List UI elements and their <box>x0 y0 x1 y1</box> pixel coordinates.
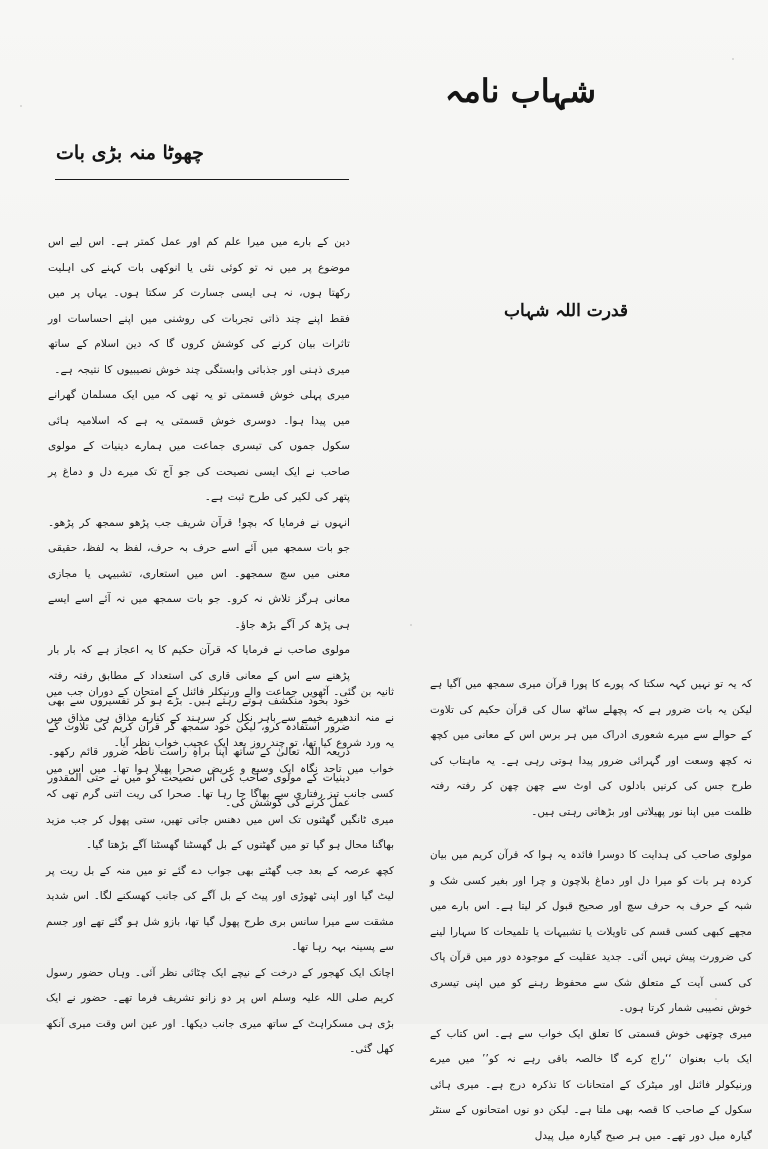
paragraph: اچانک ایک کھجور کے درخت کے نیچے ایک چٹائی نظر آئی۔ وہاں حضور رسول کریم صلی اللہ علیہ وسلم اس پر دو زانو تشریف فرما تھے۔ حضور نے ایک بڑی ہی مسکراہٹ کے ساتھ میری جانب دیکھا۔ اور عین اس وقت میری آنکھ کھل گئی۔ <box>46 961 394 1063</box>
paragraph: انہوں نے فرمایا کہ بچو! قرآن شریف جب پڑھو سمجھ کر پڑھو۔ جو بات سمجھ میں آئے اسے حرف بہ حرف، لفظ بہ لفظ، حقیقی معنی میں سچ سمجھو۔ اس میں استعاری، تشبیہی یا مجازی معانی ہرگز تلاش نہ کرو۔ جو بات سمجھ میں نہ آئے اسے ایسے ہی پڑھ کر آگے بڑھ جاؤ۔ <box>48 511 350 639</box>
paragraph: مولوی صاحب کی ہدایت کا دوسرا فائدہ یہ ہوا کہ قرآن کریم میں بیان کردہ ہر بات کو میرا دل اور دماغ بلاچون و چرا اور بغیر کسی شک و شبہ کے حرف بہ حرف سچ اور صحیح قبول کر لیتا ہے۔ اس بارے میں مجھے کبھی کسی قسم کی تاویلات یا تشبیہات یا تلمیحات کا سہارا لینے کی ضرورت پیش نہیں آئی۔ جدید عقلیت کے موجودہ دور میں قرآن پاک کی کسی آیت کے متعلق شک سے محفوظ رہنے کو میں اپنی تیسری خوش نصیبی شمار کرتا ہوں۔ <box>430 843 752 1022</box>
scan-speck <box>410 624 412 626</box>
paragraph-gap <box>430 825 752 843</box>
author-name: قدرت اللہ شہاب <box>530 300 628 321</box>
paragraph: مولوی صاحب نے فرمایا کہ قرآن حکیم کا یہ اعجاز ہے کہ بار بار پڑھنے سے اس کے معانی قاری کی استعداد کے مطابق رفتہ رفتہ خود بخود منکشف ہوتے رہتے ہیں۔ بڑے ہو کر تفسیروں سے بھی ضرور استفادہ کرو، لیکن خود سمجھ کر قرآن کریم کی تلاوت کے ذریعہ اللہ تعالیٰ کے ساتھ اپنا براہِ راست ناطہ ضرور قائم رکھو۔ دینیات کے مولوی صاحب کی اس نصیحت کو میں نے حتی المقدور عمل کرنے کی کوشش کی۔ <box>48 638 350 817</box>
chapter-title: چھوٹا منہ بڑی بات <box>56 142 224 164</box>
bottom-right-text-block <box>430 672 752 1024</box>
paragraph: میری چوتھی خوش قسمتی کا تعلق ایک خواب سے ہے۔ اس کتاب کے ایک باب بعنوان ‘‘راج کرے گا خالصہ باقی رہے نہ کو’’ میں میرے ورنیکولر فائنل اور میٹرک کے امتحانات کا تذکرہ درج ہے۔ میری ہائی سکول کے صاحب کا قصہ بھی ملتا ہے۔ لیکن دو نوں امتحانوں کے سنٹر گیارہ میل دور تھے۔ میں ہر صبح گیارہ میل پیدل <box>430 1022 752 1149</box>
paragraph: کہ یہ تو نہیں کہہ سکتا کہ پورے کا پورا قرآن میری سمجھ میں آگیا ہے لیکن یہ بات ضرور ہے کہ پچھلے ساٹھ سال کی قرآن حکیم کی تلاوت کے حوالے سے میرے شعوری ادراک میں ہر برس اس کے معانی میں کچھ نہ کچھ وسعت اور گہرائی ضرور پیدا ہوتی رہی ہے۔ یہ ماہتاب کی طرح جس کی کرنیں بادلوں کی اوٹ سے چھن چھن کر رفتہ رفتہ ظلمت میں اپنا نور پھیلاتی اور بڑھاتی رہتی ہیں۔ <box>430 672 752 825</box>
book-title: شہاب نامہ <box>486 72 596 110</box>
paragraph: دین کے بارے میں میرا علم کم اور عمل کمتر ہے۔ اس لیے اس موضوع پر میں نہ تو کوئی نئی یا انوکھی بات کہنے کی اہلیت رکھتا ہوں، نہ ہی ایسی جسارت کر سکتا ہوں۔ یہاں پر میں فقط اپنے چند ذاتی تجربات کی روشنی میں اپنے احساسات اور تاثرات بیان کرنے کی کوشش کروں گا کہ دین اسلام کے ساتھ میری ذہنی اور جذباتی وابستگی چند خوش نصیبیوں کا نتیجہ ہے۔ <box>48 230 350 383</box>
chapter-title-rule <box>55 179 349 180</box>
paragraph: ثانیہ بن گئی۔ آٹھویں جماعت والے ورنیکلر فائنل کے امتحان کے دوران جب میں نے منہ اندھیرے خیمے سے باہر نکل کر سرہند کے کنارے مذاق ہی مذاق میں یہ ورد شروع کیا تھا، تو چند روز بعد ایک عجیب خواب نظر آیا۔ <box>46 680 394 757</box>
scan-speck <box>715 998 717 1000</box>
scan-speck <box>732 58 734 60</box>
paragraph: کچھ عرصہ کے بعد جب گھٹنے بھی جواب دے گئے تو میں منہ کے بل ریت پر لیٹ گیا اور اپنی ٹھوڑی اور پیٹ کے بل آگے کی جانب کھسکنے لگا۔ اس شدید مشقت سے میرا سانس بری طرح پھول گیا تھا، بازو شل ہو گئے تھے اور جسم سے پسینہ بہہ رہا تھا۔ <box>46 859 394 961</box>
paragraph: خواب میں تاحد نگاہ ایک وسیع و عریض صحرا پھیلا ہوا تھا۔ میں اس میں کسی جانب تیز رفتاری سے بھاگا جا رہا تھا۔ صحرا کی ریت اتنی گرم تھی کہ میری ٹانگیں گھٹنوں تک اس میں دھنس جاتی تھیں، ستی پھول کر جب مزید بھاگنا محال ہو گیا تو میں گھٹنوں کے بل گھسٹنا گھسٹنا آگے بڑھتا گیا۔ <box>46 757 394 859</box>
paragraph: میری پہلی خوش قسمتی تو یہ تھی کہ میں ایک مسلمان گھرانے میں پیدا ہوا۔ دوسری خوش قسمتی یہ ہے کہ اسلامیہ ہائی سکول جموں کی تیسری جماعت میں ہمارے دینیات کے مولوی صاحب نے ایک ایسی نصیحت کی جو آج تک میرے دل و دماغ پر پتھر کی لکیر کی طرح ثبت ہے۔ <box>48 383 350 511</box>
top-left-text-block <box>48 230 350 590</box>
scan-speck <box>20 105 22 107</box>
bottom-left-text-block <box>46 680 394 1020</box>
